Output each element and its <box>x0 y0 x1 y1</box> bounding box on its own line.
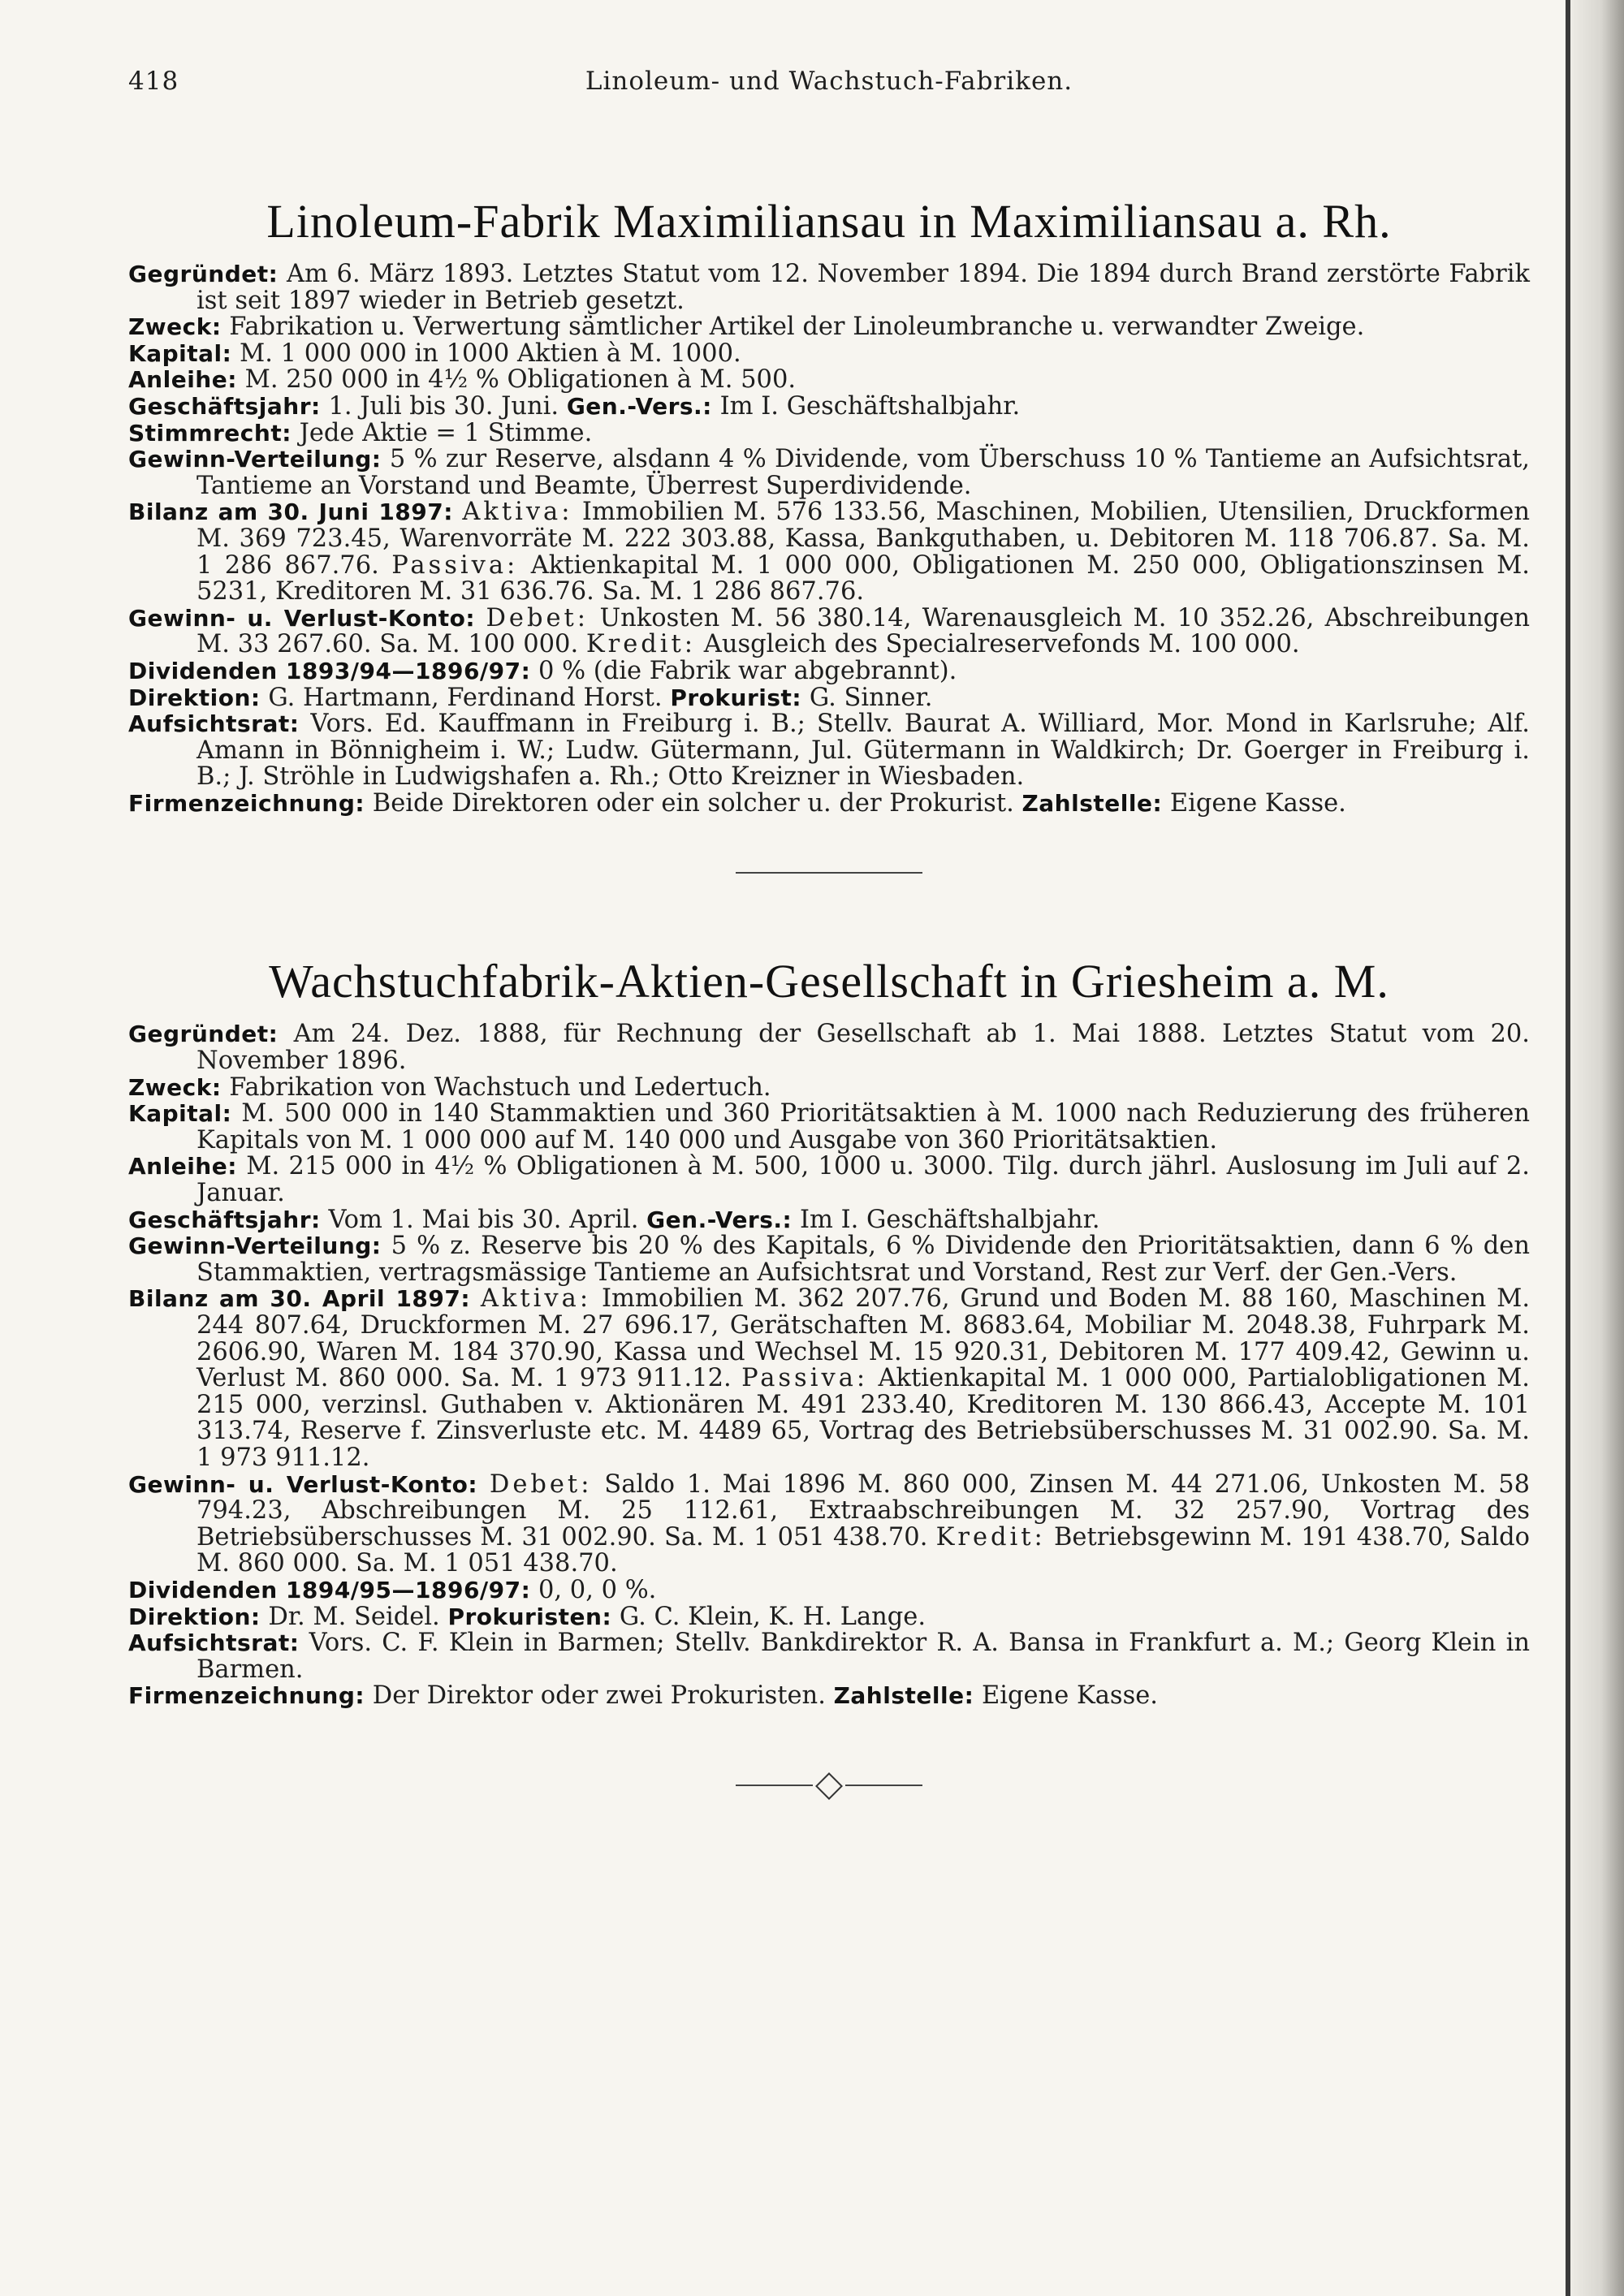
entry-label: Anleihe: <box>128 366 237 394</box>
entry-label: Dividenden 1893/94—1896/97: <box>128 657 531 684</box>
entry-label: Aufsichtsrat: <box>128 1629 300 1657</box>
binding-line <box>1566 0 1570 2296</box>
entry-geschaeftsjahr <box>128 1207 1530 1234</box>
entry-label: Direktion: <box>128 1603 261 1630</box>
entry-label: Gegründet: <box>128 1021 279 1048</box>
entry-text: Jede Aktie = 1 Stimme. <box>299 418 593 447</box>
entry-text: Fabrikation u. Verwertung sämtlicher Artikel der Linoleumbranche u. verwandter Zweige. <box>229 313 1365 342</box>
entry-label: Bilanz am 30. April 1897: <box>128 1285 471 1313</box>
entry-gegruendet <box>128 1021 1530 1074</box>
entry-text: 5 % zur Reserve, alsdann 4 % Dividende, vom Überschuss 10 % Tantieme an Aufsichtsrat, Tantieme an Vorstand und Beamte, Überrest Superdividende. <box>197 445 1530 500</box>
entry-gewinn-verlust-konto <box>128 1472 1530 1577</box>
entry-geschaeftsjahr <box>128 391 1530 421</box>
entry-label: Firmenzeichnung: <box>128 1682 365 1710</box>
entry-text: M. 250 000 in 4½ % Obligationen à M. 500. <box>244 365 797 395</box>
page-edge-shadow <box>1567 0 1624 2296</box>
entry-label: Geschäftsjahr: <box>128 1206 321 1233</box>
entry-bilanz <box>128 499 1530 605</box>
entry-label: Anleihe: <box>128 1153 237 1180</box>
diamond-ornament-icon <box>815 1772 843 1800</box>
entry-text: Am 6. März 1893. Letztes Statut vom 12. November 1894. Die 1894 durch Brand zerstörte Fabrik ist seit 1897 wieder in Betrieb gesetzt. <box>197 260 1531 315</box>
end-ornament <box>736 1773 922 1798</box>
entry-sublabel-debet: Debet: <box>489 1470 593 1499</box>
entry-label: Stimmrecht: <box>128 419 292 447</box>
entry-sublabel-kredit: Kredit: <box>935 1522 1046 1552</box>
entry-label: Gewinn- u. Verlust-Konto: <box>128 1470 478 1498</box>
entry-sublabel-passiva: Passiva: <box>391 550 519 580</box>
entry-label-secondary: Prokurist: <box>670 684 802 711</box>
entry-gegruendet <box>128 261 1530 314</box>
ornament-rule-left <box>736 1785 813 1786</box>
entry-label-secondary: Gen.-Vers.: <box>646 1206 793 1233</box>
entry-bilanz <box>128 1286 1530 1471</box>
running-header <box>128 57 1530 106</box>
entry-label: Zweck: <box>128 1073 222 1101</box>
entry-text-secondary: Eigene Kasse. <box>981 1681 1158 1711</box>
entry-text-secondary: Aktienkapital M. 1 000 000, Partialobligationen M. 215 000, verzinsl. Guthaben v. Aktionären M. 491 233.40, Kreditoren M. 130 866.43, Accepte M. 101 313.74, Reserve f. Zinsverluste etc. M. 4489 65, Vortrag des Betriebsüberschusses M. 31 002.90. Sa. M. 1 973 911.12. <box>197 1364 1530 1472</box>
entry-label: Aufsichtsrat: <box>128 710 300 738</box>
entry-label: Gewinn- u. Verlust-Konto: <box>128 604 476 632</box>
entry-text: G. Hartmann, Ferdinand Horst. <box>268 683 663 712</box>
entry-gewinn-verteilung <box>128 1233 1530 1286</box>
entry-label: Geschäftsjahr: <box>128 392 321 420</box>
entry-text: M. 500 000 in 140 Stammaktien und 360 Prioritätsaktien à M. 1000 nach Reduzierung des früheren Kapitals von M. 1 000 000 auf M. 140 000 und Ausgabe von 360 Prioritätsaktien. <box>197 1099 1530 1154</box>
entry-text: Immobilien M. 576 133.56, Maschinen, Mobilien, Utensilien, Druckformen M. 369 723.45, Warenvorräte M. 222 303.88, Kassa, Bankguthaben, u. Debitoren M. 118 706.87. Sa. M. 1 286 867.76. <box>197 498 1531 580</box>
entry-aufsichtsrat <box>128 711 1530 791</box>
running-title: Linoleum- und Wachstuch-Fabriken. <box>585 67 1073 96</box>
entry-anleihe <box>128 1154 1530 1206</box>
entry-text: Vors. Ed. Kauffmann in Freiburg i. B.; Stellv. Baurat A. Williard, Mor. Mond in Karlsruhe; Alf. Amann in Bönnigheim i. W.; Ludw. Gütermann, Jul. Gütermann in Waldkirch; Dr. Goerger in Freiburg i. B.; J. Ströhle in Ludwigshafen a. Rh.; Otto Kreizner in Wiesbaden. <box>197 710 1530 792</box>
entry-sublabel-debet: Debet: <box>486 603 590 632</box>
entry-firmenzeichnung <box>128 788 1530 818</box>
entry-direktion <box>128 685 1530 712</box>
entry-anleihe <box>128 367 1530 394</box>
entry-text-secondary: Ausgleich des Specialreservefonds M. 100 000. <box>703 630 1300 659</box>
entry-dividenden <box>128 1577 1530 1604</box>
entry-text: Unkosten M. 56 380.14, Warenausgleich M. 10 352.26, Abschreibungen M. 33 267.60. Sa. M. 100 000. <box>197 603 1531 659</box>
entry-text: Immobilien M. 362 207.76, Grund und Boden M. 88 160, Maschinen M. 244 807.64, Druckformen M. 27 696.17, Gerätschaften M. 8683.64, Mobiliar M. 2048.38, Fuhrpark M. 2606.90, Waren M. 184 370.90, Kassa und Wechsel M. 15 920.31, Debitoren M. 177 409.42, Gewinn u. Verlust M. 860 000. Sa. M. 1 973 911.12. <box>197 1284 1531 1393</box>
entry-text: Beide Direktoren oder ein solcher u. der Prokurist. <box>372 788 1014 818</box>
entry-text-secondary: G. C. Klein, K. H. Lange. <box>619 1602 926 1631</box>
entry-text: M. 1 000 000 in 1000 Aktien à M. 1000. <box>240 339 741 368</box>
entry-text: 0, 0, 0 %. <box>538 1575 657 1604</box>
entry-kapital <box>128 1101 1530 1154</box>
entry-text: Vom 1. Mai bis 30. April. <box>328 1205 639 1234</box>
entry-label: Kapital: <box>128 339 232 367</box>
entry-aufsichtsrat <box>128 1630 1530 1683</box>
entry-stimmrecht <box>128 418 1530 447</box>
entry-label: Gegründet: <box>128 261 279 287</box>
entry-direktion <box>128 1604 1530 1631</box>
entry-text: M. 215 000 in 4½ % Obligationen à M. 500, 1000 u. 3000. Tilg. durch jährl. Auslosung im Juli auf 2. Januar. <box>197 1152 1530 1208</box>
entry-text-secondary: Eigene Kasse. <box>1169 788 1346 818</box>
entry-gewinn-verlust-konto <box>128 603 1531 659</box>
document-page <box>128 57 1530 1798</box>
company-title: Wachstuchfabrik-Aktien-Gesellschaft in Griesheim a. M. <box>269 955 1389 1008</box>
entry-text: Der Direktor oder zwei Prokuristen. <box>372 1681 826 1711</box>
entry-label-secondary: Zahlstelle: <box>833 1682 974 1710</box>
entry-gewinn-verteilung <box>128 447 1530 499</box>
entry-zweck <box>128 314 1530 341</box>
entry-text-secondary: G. Sinner. <box>809 683 933 712</box>
entry-text: 1. Juli bis 30. Juni. <box>328 391 559 421</box>
entry-text-secondary: Im I. Geschäftshalbjahr. <box>719 391 1021 421</box>
entry-text: Dr. M. Seidel. <box>268 1602 440 1631</box>
entry-text: Fabrikation von Wachstuch und Ledertuch. <box>229 1072 771 1102</box>
entry-label-secondary: Zahlstelle: <box>1021 789 1163 817</box>
entry-sublabel-kredit: Kredit: <box>585 630 697 659</box>
entry-label-secondary: Prokuristen: <box>447 1603 612 1630</box>
company-section-linoleum <box>128 193 1530 817</box>
entry-text-secondary: Im I. Geschäftshalbjahr. <box>799 1205 1100 1234</box>
entry-label: Gewinn-Verteilung: <box>128 1232 382 1260</box>
entry-firmenzeichnung <box>128 1683 1530 1710</box>
entry-label: Dividenden 1894/95—1896/97: <box>128 1576 531 1603</box>
ornament-rule-right <box>845 1785 922 1786</box>
entry-text-secondary: Betriebsgewinn M. 191 438.70, Saldo M. 860 000. Sa. M. 1 051 438.70. <box>197 1522 1530 1578</box>
entry-sublabel-aktiva: Aktiva: <box>462 498 573 527</box>
entry-text: 5 % z. Reserve bis 20 % des Kapitals, 6 % Dividende den Prioritätsaktien, dann 6 % den Stammaktien, vertragsmässige Tantieme an Aufsichtsrat und Vorstand, Rest zur Verf. der Gen.-Vers. <box>197 1232 1530 1287</box>
entry-label: Kapital: <box>128 1100 232 1128</box>
entry-text: 0 % (die Fabrik war abgebrannt). <box>538 656 957 685</box>
section-divider <box>736 872 922 874</box>
entry-label: Bilanz am 30. Juni 1897: <box>128 498 453 526</box>
entry-label: Direktion: <box>128 684 261 711</box>
entry-text-secondary: Aktienkapital M. 1 000 000, Obligationen M. 250 000, Obligationszinsen M. 5231, Kreditoren M. 31 636.76. Sa. M. 1 286 867.76. <box>197 550 1530 606</box>
company-title: Linoleum-Fabrik Maximiliansau in Maximiliansau a. Rh. <box>266 195 1392 248</box>
entry-label: Zweck: <box>128 313 222 341</box>
entry-text: Saldo 1. Mai 1896 M. 860 000, Zinsen M. 44 271.06, Unkosten M. 58 794.23, Abschreibungen M. 25 112.61, Extraabschreibungen M. 32 257.90, Vortrag des Betriebsüberschusses M. 31 002.90. Sa. M. 1 051 438.70. <box>197 1470 1531 1552</box>
entry-kapital <box>128 341 1530 368</box>
entry-dividenden <box>128 658 1530 685</box>
entry-sublabel-aktiva: Aktiva: <box>480 1284 592 1314</box>
entry-label-secondary: Gen.-Vers.: <box>566 392 712 420</box>
entry-text: Am 24. Dez. 1888, für Rechnung der Gesellschaft ab 1. Mai 1888. Letztes Statut vom 20. November 1896. <box>197 1020 1530 1076</box>
entry-zweck <box>128 1072 1530 1102</box>
page-number: 418 <box>128 67 179 96</box>
entry-text: Vors. C. F. Klein in Barmen; Stellv. Bankdirektor R. A. Bansa in Frankfurt a. M.; Georg Klein in Barmen. <box>197 1629 1530 1684</box>
entry-label: Firmenzeichnung: <box>128 789 365 817</box>
entry-label: Gewinn-Verteilung: <box>128 446 382 473</box>
entry-sublabel-passiva: Passiva: <box>741 1364 869 1393</box>
company-section-wachstuch <box>128 953 1530 1709</box>
